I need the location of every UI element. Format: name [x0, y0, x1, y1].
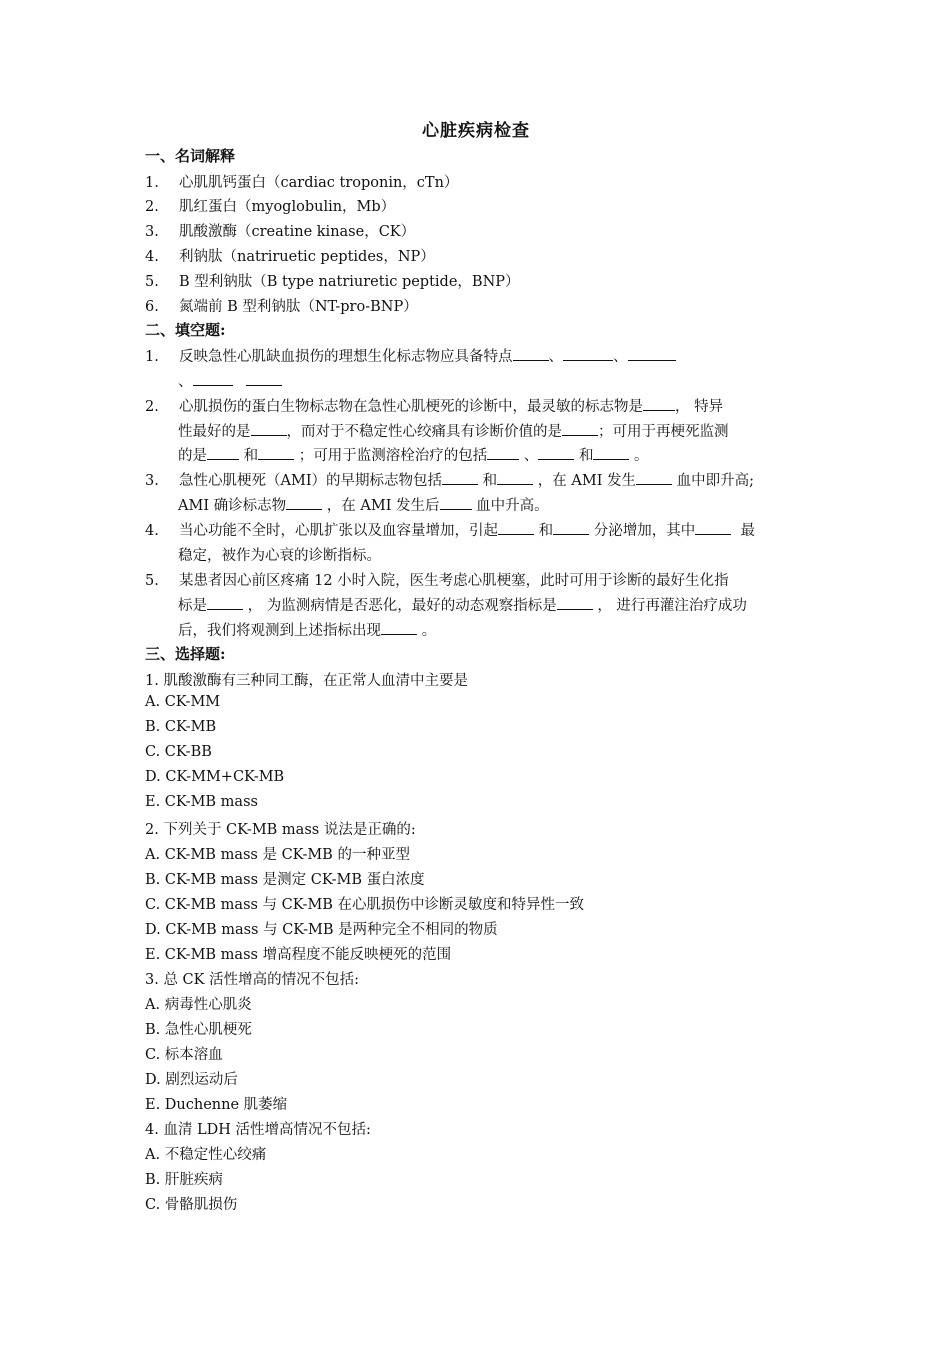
answer-blank[interactable]: [636, 471, 672, 485]
section-heading-terms: 一、名词解释: [145, 147, 236, 165]
answer-blank[interactable]: [442, 471, 478, 485]
fill-question-5: 5. 某患者因心前区疼痛 12 小时入院，医生考虑心肌梗塞，此时可用于诊断的最好生化指: [145, 573, 729, 589]
choice-option[interactable]: A. 不稳定性心绞痛: [145, 1147, 267, 1163]
answer-blank[interactable]: [593, 446, 629, 460]
fill-question-1-cont: 、: [178, 370, 818, 391]
choice-option[interactable]: B. CK-MB mass 是测定 CK-MB 蛋白浓度: [145, 872, 425, 888]
answer-blank[interactable]: [557, 596, 593, 610]
choice-option[interactable]: C. 骨骼肌损伤: [145, 1197, 238, 1213]
answer-blank[interactable]: [258, 446, 294, 460]
term-item: 5. B 型利钠肽（B type natriuretic peptide，BNP）: [145, 274, 520, 290]
answer-blank[interactable]: [497, 471, 533, 485]
choice-option[interactable]: B. 急性心肌梗死: [145, 1022, 252, 1038]
fill-question-5-cont: 标是 ， 为监测病情是否恶化，最好的动态观察指标是 ， 进行再灌注治疗成功: [178, 598, 747, 614]
choice-option[interactable]: E. CK-MB mass: [145, 794, 258, 810]
answer-blank[interactable]: [563, 347, 613, 361]
answer-blank[interactable]: [513, 347, 549, 361]
answer-blank[interactable]: [286, 496, 322, 510]
choice-option[interactable]: E. Duchenne 肌萎缩: [145, 1097, 288, 1113]
choice-option[interactable]: C. CK-MB mass 与 CK-MB 在心肌损伤中诊断灵敏度和特异性一致: [145, 897, 585, 913]
answer-blank[interactable]: [207, 596, 243, 610]
choice-stem: 3. 总 CK 活性增高的情况不包括:: [145, 972, 359, 988]
choice-option[interactable]: C. 标本溶血: [145, 1047, 223, 1063]
answer-blank[interactable]: [553, 521, 589, 535]
term-item: 4. 利钠肽（natriruetic peptides，NP）: [145, 249, 435, 265]
fill-question-3-cont: AMI 确诊标志物 ，在 AMI 发生后 血中升高。: [178, 498, 549, 514]
answer-blank[interactable]: [193, 372, 233, 386]
fill-question-3: 3. 急性心肌梗死（AMI）的早期标志物包括 和 ，在 AMI 发生 血中即升高;: [145, 473, 755, 489]
answer-blank[interactable]: [498, 521, 534, 535]
choice-option[interactable]: D. 剧烈运动后: [145, 1072, 238, 1088]
answer-blank[interactable]: [440, 496, 472, 510]
choice-option[interactable]: A. 病毒性心肌炎: [145, 997, 252, 1013]
answer-blank[interactable]: [628, 347, 676, 361]
section-heading-choice: 三、选择题:: [145, 645, 226, 663]
answer-blank[interactable]: [695, 521, 731, 535]
page-title: 心脏疾病检查: [422, 121, 530, 141]
term-item: 2. 肌红蛋白（myoglobulin，Mb）: [145, 199, 396, 215]
answer-blank[interactable]: [246, 372, 282, 386]
fill-question-5-cont: 后，我们将观测到上述指标出现 。: [178, 623, 437, 639]
choice-option[interactable]: C. CK-BB: [145, 744, 212, 760]
answer-blank[interactable]: [643, 397, 675, 411]
fill-question-1: 1. 反映急性心肌缺血损伤的理想生化标志物应具备特点 、 、: [145, 345, 815, 366]
choice-option[interactable]: A. CK-MM: [145, 694, 221, 710]
fill-question-2: 2. 心肌损伤的蛋白生物标志物在急性心肌梗死的诊断中，最灵敏的标志物是 ， 特异: [145, 399, 724, 415]
answer-blank[interactable]: [251, 422, 287, 436]
answer-blank[interactable]: [381, 621, 417, 635]
choice-option[interactable]: A. CK-MB mass 是 CK-MB 的一种亚型: [145, 847, 410, 863]
answer-blank[interactable]: [538, 446, 574, 460]
choice-option[interactable]: D. CK-MB mass 与 CK-MB 是两种完全不相同的物质: [145, 922, 498, 938]
choice-stem: 2. 下列关于 CK-MB mass 说法是正确的:: [145, 822, 416, 838]
choice-stem: 4. 血清 LDH 活性增高情况不包括:: [145, 1122, 371, 1138]
fill-question-4-cont: 稳定，被作为心衰的诊断指标。: [178, 548, 381, 564]
choice-option[interactable]: B. 肝脏疾病: [145, 1172, 223, 1188]
fill-question-2-cont: 的是 和 ；可用于监测溶栓治疗的包括 、 和 。: [178, 448, 649, 464]
term-item: 3. 肌酸激酶（creatine kinase，CK）: [145, 224, 416, 240]
section-heading-fill: 二、填空题:: [145, 321, 226, 339]
term-item: 1. 心肌肌钙蛋白（cardiac troponin，cTn）: [145, 175, 459, 191]
fill-question-4: 4. 当心功能不全时，心肌扩张以及血容量增加，引起 和 分泌增加，其中 最: [145, 523, 755, 539]
choice-option[interactable]: E. CK-MB mass 增高程度不能反映梗死的范围: [145, 947, 452, 963]
answer-blank[interactable]: [487, 446, 519, 460]
fill-question-2-cont: 性最好的是 ，而对于不稳定性心绞痛具有诊断价值的是 ；可用于再梗死监测: [178, 424, 729, 440]
choice-option[interactable]: B. CK-MB: [145, 719, 217, 735]
answer-blank[interactable]: [562, 422, 598, 436]
choice-option[interactable]: D. CK-MM+CK-MB: [145, 769, 285, 785]
answer-blank[interactable]: [207, 446, 239, 460]
choice-stem: 1. 肌酸激酶有三种同工酶，在正常人血清中主要是: [145, 673, 468, 689]
term-item: 6. 氮端前 B 型利钠肽（NT-pro-BNP）: [145, 299, 418, 315]
